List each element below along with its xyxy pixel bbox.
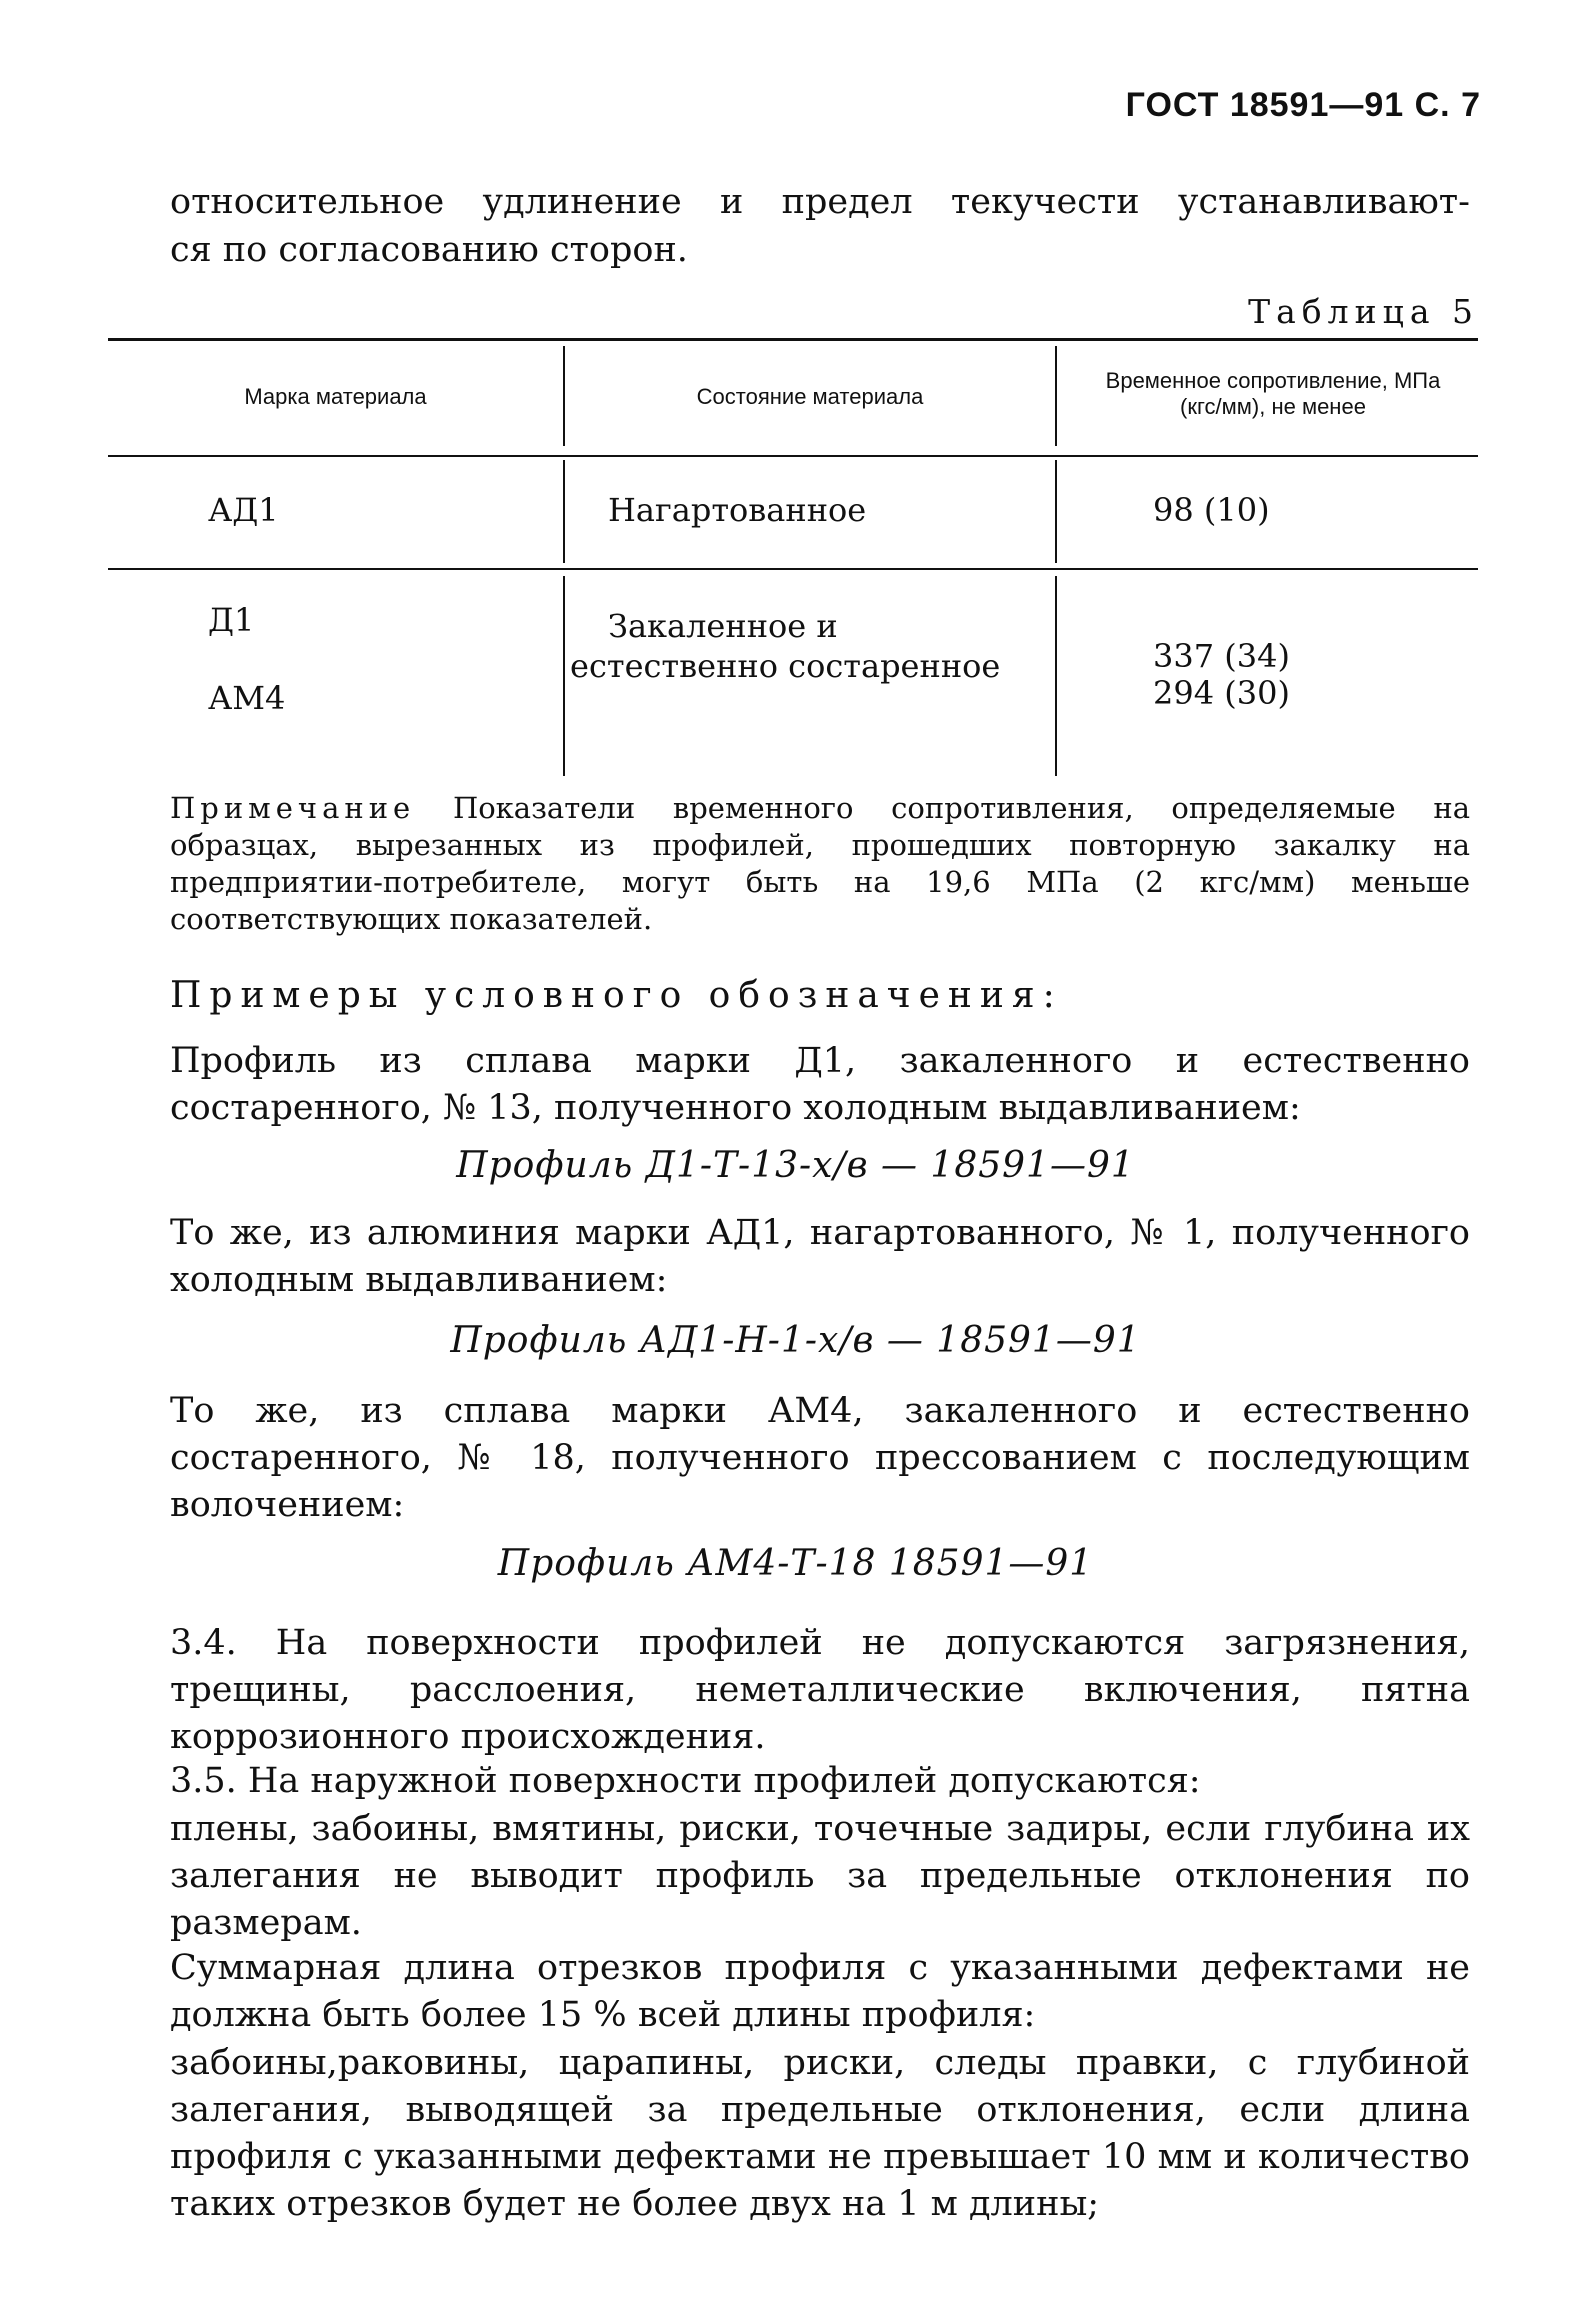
header-grade: Марка материала	[244, 384, 427, 409]
example-1-designation: Профиль Д1-Т-13-х/в — 18591—91	[456, 1145, 1135, 1186]
table-col-divider	[1055, 346, 1057, 446]
header-state: Состояние материала	[696, 384, 924, 409]
clause-3-5-item-b: Суммарная длина отрезков профиля с указанными дефектами не должна быть более 15 % всей длины профиля:	[170, 1948, 1470, 2035]
note-lead: Примечание	[170, 791, 416, 825]
example-3-text: То же, из сплава марки АМ4, закаленного и естественно состаренного, № 18, полученного прессованием с последующим волочением:	[170, 1391, 1470, 1525]
clause-3-4: 3.4. На поверхности профилей не допускаются загрязнения, трещины, расслоения, неметаллические включения, пятна коррозионного происхождения.	[170, 1623, 1470, 1757]
clause-3-5-item-a: плены, забоины, вмятины, риски, точечные задиры, если глубина их залегания не выводит профиль за предельные отклонения по размерам.	[170, 1809, 1470, 1943]
table-col-divider	[1055, 460, 1057, 563]
properties-table	[108, 338, 1478, 778]
table-top-rule	[108, 338, 1478, 341]
note-text: Показатели временного сопротивления, определяемые на образцах, вырезанных из профилей, прошедших повторную закалку на предприятии-потребителе, могут быть на 19,6 МПа (2 кгс/мм) меньше соответствующих показателей.	[170, 791, 1471, 936]
intro-line-1: относительное удлинение и предел текучести устанавливают-	[170, 182, 1470, 222]
examples-heading: Примеры условного обозначения:	[170, 975, 1063, 1016]
example-2-designation: Профиль АД1-Н-1-х/в — 18591—91	[450, 1320, 1141, 1361]
intro-line-2: ся по согласованию сторон.	[170, 230, 688, 270]
table-caption: Таблица 5	[1248, 292, 1479, 331]
example-1-text: Профиль из сплава марки Д1, закаленного и естественно состаренного, № 13, полученного холодным выдавливанием:	[170, 1041, 1470, 1128]
table-note	[170, 790, 1470, 938]
row1-value: 98 (10)	[1153, 491, 1270, 529]
row2-grade-2: АМ4	[208, 679, 286, 717]
row2-value-2: 294 (30)	[1153, 674, 1290, 712]
intro-paragraph	[170, 178, 1470, 274]
table-header-rule	[108, 455, 1478, 457]
clause-3-5: 3.5. На наружной поверхности профилей допускаются:	[170, 1761, 1201, 1801]
row2-grade: Д1	[208, 601, 255, 639]
row2-value: 337 (34)	[1153, 637, 1290, 675]
header-strength: Временное сопротивление, МПа (кгс/мм), не менее	[1105, 368, 1441, 419]
table-col-divider	[563, 576, 565, 776]
row2-state: Закаленное и естественно состаренное	[570, 607, 1001, 685]
clause-3-5-item-c: забоины,раковины, царапины, риски, следы правки, с глубиной залегания, выводящей за предельные отклонения, если длина профиля с указанными дефектами не превышает 10 мм и количество таких отрезков будет не более двух на 1 м длины;	[170, 2043, 1470, 2224]
table-row-rule	[108, 568, 1478, 570]
example-3-designation: Профиль АМ4-Т-18 18591—91	[497, 1543, 1094, 1584]
table-col-divider	[563, 460, 565, 563]
row1-state: Нагартованное	[608, 491, 867, 529]
table-col-divider	[1055, 576, 1057, 776]
row1-grade: АД1	[208, 491, 279, 529]
example-2-text: То же, из алюминия марки АД1, нагартованного, № 1, полученного холодным выдавливанием:	[170, 1213, 1470, 1300]
document-reference: ГОСТ 18591—91 С. 7	[1125, 86, 1481, 124]
